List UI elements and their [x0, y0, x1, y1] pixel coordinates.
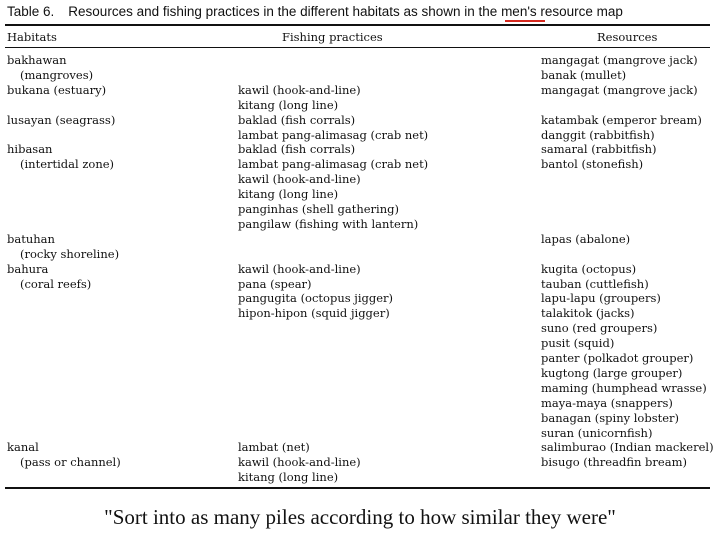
resource-cell: panter (polkadot grouper): [541, 351, 694, 365]
fishing-practice-cell: pana (spear): [238, 276, 312, 291]
resource-cell: mangagat (mangrove jack): [541, 82, 698, 97]
resource-cell: banak (mullet): [541, 67, 627, 82]
fishing-practice-cell: lambat pang-alimasag (crab net): [238, 127, 429, 142]
fishing-practice-cell: pangilaw (fishing with lantern): [238, 216, 419, 231]
habitat-cell: batuhan: [7, 231, 55, 246]
header-habitats: Habitats: [7, 30, 57, 44]
habitat-cell: kanal: [7, 440, 39, 455]
habitat-cell: bakhawan: [7, 53, 67, 67]
resource-cell: kugita (octopus): [541, 261, 637, 276]
fishing-practice-cell: baklad (fish corrals): [238, 112, 356, 127]
table-header-rule: [5, 47, 710, 48]
fishing-practice-cell: kawil (hook-and-line): [238, 261, 361, 276]
resource-cell: kugtong (large grouper): [541, 365, 683, 380]
habitat-cell: lusayan (seagrass): [7, 112, 116, 127]
fishing-practice-cell: kawil (hook-and-line): [238, 82, 361, 97]
caption-highlight-word: men's: [501, 4, 537, 19]
fishing-practice-cell: lambat pang-alimasag (crab net): [238, 157, 429, 172]
fishing-practice-cell: pangugita (octopus jigger): [238, 291, 394, 306]
habitat-cell: (intertidal zone): [20, 157, 115, 172]
habitat-cell: hibasan: [7, 142, 53, 157]
fishing-practice-cell: panginhas (shell gathering): [238, 202, 399, 216]
resource-cell: pusit (squid): [541, 336, 615, 351]
resource-cell: danggit (rabbitfish): [541, 127, 655, 142]
table-caption: [7, 4, 623, 19]
resource-cell: salimburao (Indian mackerel): [541, 440, 714, 455]
header-resources: Resources: [597, 30, 658, 44]
red-underline-mark: [505, 20, 545, 22]
header-fishing-practices: Fishing practices: [282, 30, 383, 44]
instruction-quote: "Sort into as many piles according to how similar they were": [104, 505, 616, 529]
habitat-cell: bahura: [7, 261, 49, 276]
fishing-practice-cell: lambat (net): [238, 440, 310, 455]
table-number: Table 6.: [7, 4, 55, 19]
habitat-cell: bukana (estuary): [7, 82, 107, 97]
resource-cell: mangagat (mangrove jack): [541, 53, 698, 67]
resource-cell: banagan (spiny lobster): [541, 410, 680, 425]
resource-cell: bisugo (threadfin bream): [541, 455, 687, 470]
table-bottom-rule: [5, 487, 710, 489]
habitat-cell: (coral reefs): [20, 276, 92, 291]
fishing-practice-cell: kitang (long line): [238, 97, 339, 112]
habitat-cell: (pass or channel): [20, 455, 121, 470]
fishing-practice-cell: hipon-hipon (squid jigger): [238, 306, 390, 321]
resource-cell: talakitok (jacks): [541, 306, 635, 321]
resource-cell: bantol (stonefish): [541, 157, 644, 172]
habitat-cell: (mangroves): [20, 67, 94, 82]
resource-cell: suno (red groupers): [541, 321, 658, 336]
resource-cell: lapu-lapu (groupers): [541, 291, 661, 306]
fishing-practice-cell: baklad (fish corrals): [238, 142, 356, 157]
resource-cell: lapas (abalone): [541, 231, 631, 246]
caption-title-end: resource map: [536, 4, 623, 19]
fishing-practice-cell: kitang (long line): [238, 187, 339, 202]
fishing-practice-cell: kawil (hook-and-line): [238, 172, 361, 187]
resource-cell: samaral (rabbitfish): [541, 142, 657, 157]
habitat-cell: (rocky shoreline): [20, 246, 120, 261]
fishing-practice-cell: kawil (hook-and-line): [238, 455, 361, 470]
resource-cell: maming (humphead wrasse): [541, 380, 707, 395]
resource-cell: suran (unicornfish): [541, 425, 653, 440]
table-top-rule: [5, 24, 710, 26]
fishing-practice-cell: kitang (long line): [238, 470, 339, 485]
caption-title-start: Resources and fishing practices in the different habitats as shown in the: [68, 4, 502, 19]
resource-cell: maya-maya (snappers): [541, 395, 673, 410]
resource-cell: katambak (emperor bream): [541, 112, 702, 127]
resource-cell: tauban (cuttlefish): [541, 276, 649, 291]
